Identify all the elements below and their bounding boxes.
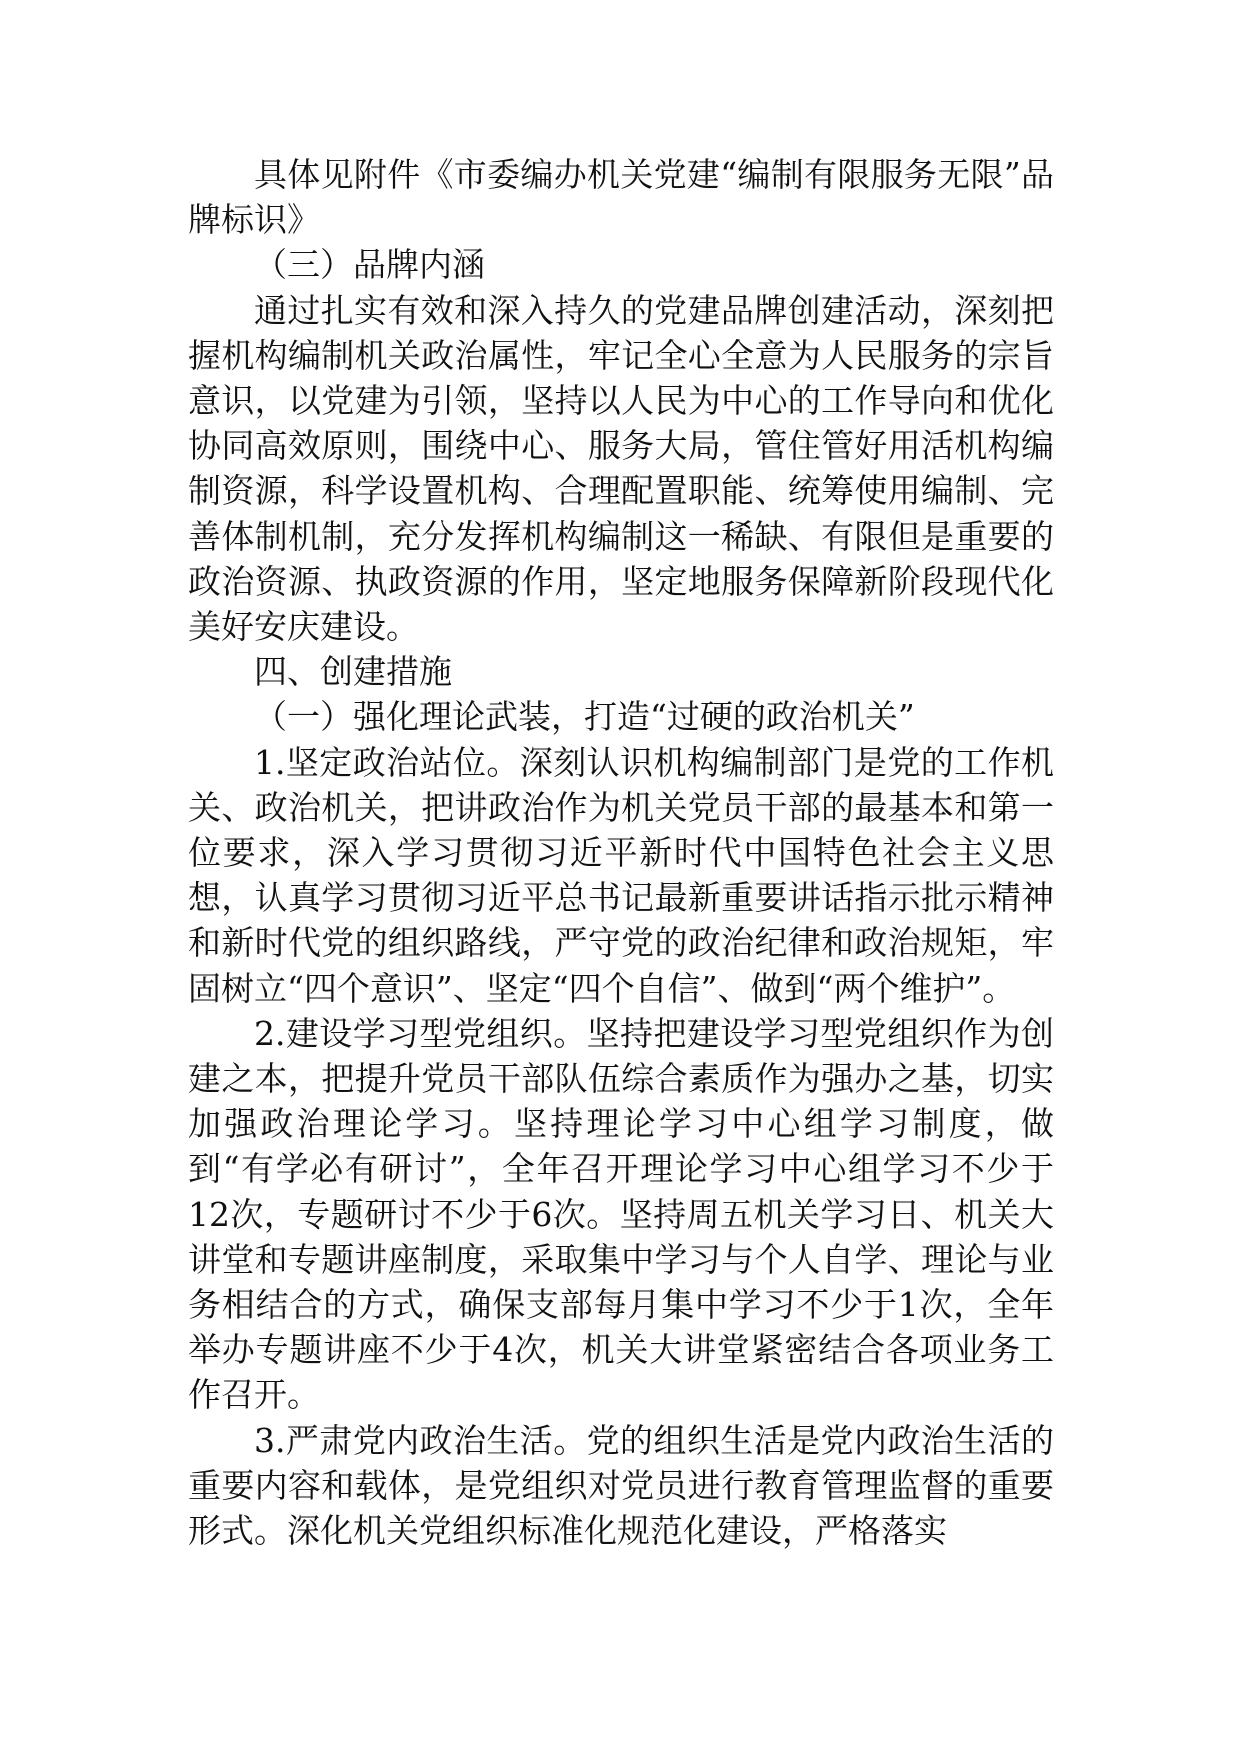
paragraph-attachment-note: 具体见附件《市委编办机关党建“编制有限服务无限”品牌标识》 (188, 155, 1054, 240)
document-body (188, 152, 1054, 1553)
paragraph-brand-connotation: 通过扎实有效和深入持久的党建品牌创建活动，深刻把握机构编制机关政治属性，牢记全心全意为人民服务的宗旨意识，以党建为引领，坚持以人民为中心的工作导向和优化协同高效原则，围绕中心、服务大局，管住管好用活机构编制资源，科学设置机构、合理配置职能、统筹使用编制、完善体制机制，充分发挥机构编制这一稀缺、有限但是重要的政治资源、执政资源的作用，坚定地服务保障新阶段现代化美好安庆建设。 (188, 290, 1054, 647)
paragraph-political-life: 3.严肃党内政治生活。党的组织生活是党内政治生活的重要内容和载体，是党组织对党员进行教育管理监督的重要形式。深化机关党组织标准化规范化建设，严格落实 (188, 1420, 1054, 1551)
paragraph-political-stance: 1.坚定政治站位。深刻认识机构编制部门是党的工作机关、政治机关，把讲政治作为机关党员干部的最基本和第一位要求，深入学习贯彻习近平新时代中国特色社会主义思想，认真学习贯彻习近平总书记最新重要讲话指示批示精神和新时代党的组织路线，严守党的政治纪律和政治规矩，牢固树立“四个意识”、坚定“四个自信”、做到“两个维护”。 (188, 742, 1054, 1008)
section-heading-brand-connotation: （三）品牌内涵 (254, 245, 485, 285)
paragraph-learning-organization: 2.建设学习型党组织。坚持把建设学习型党组织作为创建之本，把提升党员干部队伍综合素质作为强办之基，切实加强政治理论学习。坚持理论学习中心组学习制度，做到“有学必有研讨”，全年召开理论学习中心组学习不少于12次，专题研讨不少于6次。坚持周五机关学习日、机关大讲堂和专题讲座制度，采取集中学习与个人自学、理论与业务相结合的方式，确保支部每月集中学习不少于1次，全年举办专题讲座不少于4次，机关大讲堂紧密结合各项业务工作召开。 (188, 1013, 1054, 1415)
subsection-heading-theory: （一）强化理论武装，打造“过硬的政治机关” (254, 697, 915, 737)
section-heading-measures: 四、创建措施 (254, 652, 452, 692)
